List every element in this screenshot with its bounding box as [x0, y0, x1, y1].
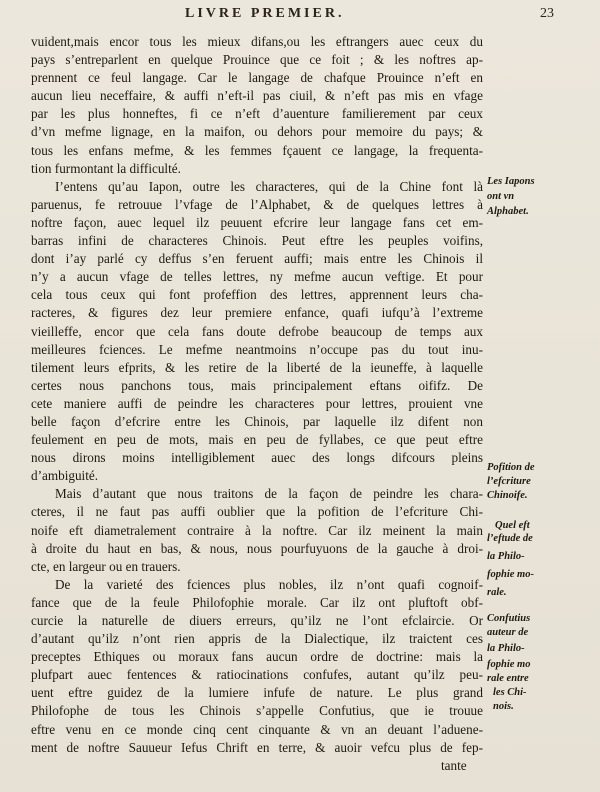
- margin-note: la Philo-: [487, 643, 525, 654]
- text-line: cela tous ceux qui font profeffion des lettres, apprennent leurs cha-: [31, 287, 483, 303]
- page-number: 23: [540, 6, 554, 21]
- text-line: d’vn mefme lignage, en la maifon, ou dehors pour memoire du pays; &: [31, 124, 483, 140]
- text-line: cteres, il ne faut pas auffi oublier que la pofition de l’efcriture Chi-: [31, 504, 483, 520]
- margin-note: Alphabet.: [487, 206, 529, 217]
- text-line: feulement en peu de mots, mais en peu de fyllabes, ce que peut eftre: [31, 432, 483, 448]
- text-line: cte, en largeur ou en trauers.: [31, 558, 181, 574]
- text-line: paruenus, fe retrouue l’vfage de l’Alphabet, & de quelques lettres à: [31, 196, 483, 212]
- text-line: cete maniere auffi de peindre les characteres pour lettres, prouient vne: [31, 395, 483, 411]
- catchword: tante: [441, 757, 467, 773]
- paragraph-start: I’entens qu’au Iapon, outre les characteres, qui de la Chine font là: [55, 178, 483, 194]
- text-line: tous les enfans mefme, & les femmes fçauent ce langage, la frequenta-: [31, 142, 483, 158]
- text-line: dont i’ay parlé cy deffus s’en feruent auffi; mais entre les Chinois il: [31, 251, 483, 267]
- text-line: ment de noftre Sauueur Iefus Chrift en terre, & auoir vefcu plus de fep-: [31, 739, 483, 755]
- margin-note: rale entre: [487, 673, 529, 684]
- text-line: fance que de la feule Philofophie morale. Car ilz ont pluftoft obf-: [31, 594, 483, 610]
- text-line: plufpart auec fentences & ratiocinations confufes, autant qu’ilz peu-: [31, 667, 483, 683]
- text-line: tion furmontant la difficulté.: [31, 160, 181, 176]
- text-line: certes nous panchons tous, mais principalement eftans oififz. De: [31, 377, 483, 393]
- margin-note: Pofition de: [487, 462, 535, 473]
- body-text: [31, 33, 483, 775]
- text-line: uent eftre guidez de la lumiere infufe de nature. Le plus grand: [31, 685, 483, 701]
- text-line: eftre venu en ce monde cinq cent cinquante & vn an deuant l’aduene-: [31, 721, 483, 737]
- text-line: aucun lieu neceffaire, & auffi n’eft-il pas ciuil, & n’eft pas mis en vfage: [31, 88, 483, 104]
- text-line: pays s’entreparlent en quelque Prouince que ce foit ; & les noftres ap-: [31, 52, 483, 68]
- margin-note: l’efcriture: [487, 476, 531, 487]
- paragraph-start: Mais d’autant que nous traitons de la façon de peindre les chara-: [55, 486, 483, 502]
- margin-note: Confutius: [487, 613, 531, 624]
- text-line: barras infini de characteres Chinois. Peut eftre les peuples voifins,: [31, 233, 483, 249]
- text-line: Philofophe de tous les Chinois s’appelle Confutius, que ie trouue: [31, 703, 483, 719]
- page-header: [0, 2, 600, 30]
- margin-note: la Philo-: [487, 551, 525, 562]
- paragraph-start: De la varieté des fciences plus nobles, ilz n’ont quafi cognoif-: [55, 576, 483, 592]
- text-line: belle façon d’efcrire entre les Chinois, par laquelle ilz difent non: [31, 413, 483, 429]
- text-line: tilement leurs efprits, & les retire de la liberté de la ieuneffe, à laquelle: [31, 359, 483, 375]
- text-line: n’y a aucun vfage de telles lettres, ny mefme aucun veftige. Et pour: [31, 269, 483, 285]
- margin-note: ont vn: [487, 191, 515, 202]
- margin-note: Les Iapons: [487, 176, 535, 187]
- text-line: vuident,mais encor tous les mieux difans,ou les eftrangers auec ceux du: [31, 34, 483, 49]
- text-line: par les plus honneftes, fi ce n’eft d’auenture familierement par ceux: [31, 106, 483, 122]
- margin-note: fophie mo-: [487, 569, 534, 580]
- running-title: LIVRE PREMIER.: [185, 6, 345, 21]
- margin-note: rale.: [487, 587, 507, 598]
- text-line: vieilleffe, encor que cela fans doute defrobe beaucoup de temps aux: [31, 323, 483, 339]
- margin-note: l’eftude de: [487, 533, 533, 544]
- text-line: d’autant qu’ilz n’ont rien appris de la Dialectique, ilz traictent ces: [31, 631, 483, 647]
- text-line: d’ambiguité.: [31, 468, 99, 484]
- text-line: noftre façon, auec lequel ilz peuuent efcrire leur langage fans cet em-: [31, 214, 483, 230]
- text-line: prennent ce feul langage. Car le langage de chafque Prouince n’eft en: [31, 70, 483, 86]
- text-line: à droite du haut en bas, & nous, nous pourfuyuons de la gauche à droi-: [31, 540, 483, 556]
- text-line: nous dirons moins intelligiblement auec des longs difcours pleins: [31, 450, 483, 466]
- margin-note: nois.: [493, 701, 514, 712]
- margin-note: les Chi-: [493, 687, 527, 698]
- margin-note: fophie mo: [487, 659, 531, 670]
- margin-note: Chinoife.: [487, 490, 528, 501]
- margin-note: auteur de: [487, 627, 529, 638]
- text-line: curcie la naturelle de diuers erreurs, qu’ilz ne l’ont efclaircie. Or: [31, 613, 483, 628]
- margin-note: Quel eft: [495, 520, 530, 531]
- text-line: racteres, & figures dez leur premiere enfance, quafi iufqu’à l’extreme: [31, 305, 483, 321]
- text-line: preceptes Ethiques ou moraux fans aucun ordre de doctrine: mais la: [31, 649, 483, 665]
- text-line: noife eft diametralement contraire à la noftre. Car ilz meinent la main: [31, 522, 483, 538]
- text-line: meilleures fciences. Le mefme neantmoins n’occupe pas du tout inu-: [31, 341, 483, 357]
